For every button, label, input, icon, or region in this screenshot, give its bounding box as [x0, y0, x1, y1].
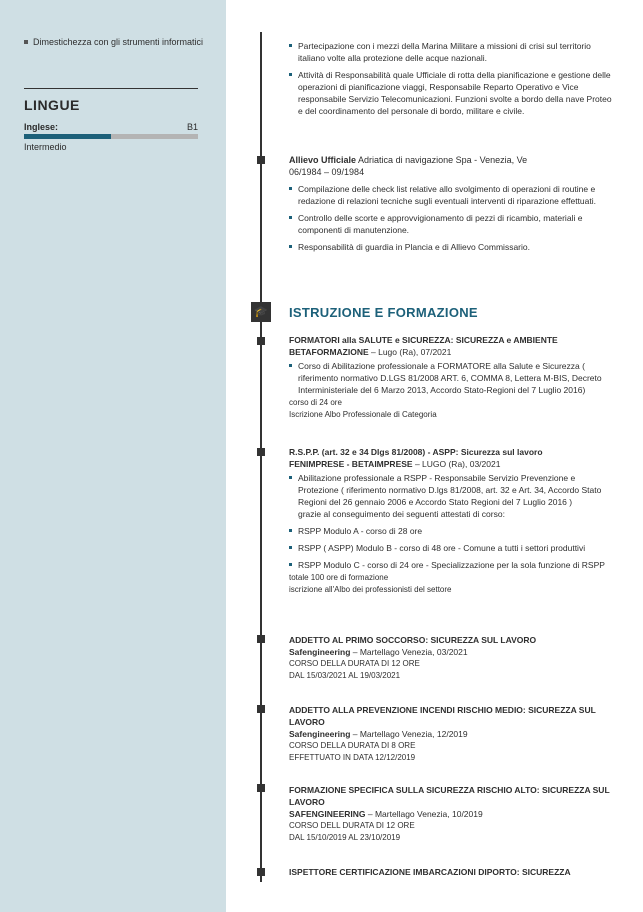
list-item: RSPP ( ASPP) Modulo B - corso di 48 ore - Comune a tutti i settori produttivi [289, 542, 615, 554]
course-note: iscrizione all'Albo dei professionisti del settore [289, 585, 452, 594]
job-title: Allievo Ufficiale Adriatica di navigazione Spa - Venezia, Ve [289, 155, 528, 165]
language-name: Inglese: [24, 122, 59, 132]
education-entry [289, 866, 615, 878]
course-title: ADDETTO ALLA PREVENZIONE INCENDI RISCHIO MEDIO: SICUREZZA SUL LAVORO [289, 705, 596, 727]
course-org: Safengineering – Martellago Venezia, 12/2019 [289, 729, 468, 739]
timeline-marker [257, 784, 265, 792]
education-entry [289, 784, 615, 844]
experience-entry-1 [289, 40, 615, 122]
list-item: RSPP Modulo C - corso di 24 ore - Specializzazione per la sola funzione di RSPP [289, 559, 615, 571]
skills-item-label: Dimestichezza con gli strumenti informatici [33, 37, 204, 47]
timeline-marker [257, 635, 265, 643]
job-dates: 06/1984 – 09/1984 [289, 167, 365, 177]
course-note: CORSO DELLA DURATA DI 8 ORE [289, 741, 416, 750]
language-row [24, 122, 198, 132]
course-title: FORMAZIONE SPECIFICA SULLA SICUREZZA RISCHIO ALTO: SICUREZZA SUL LAVORO [289, 785, 610, 807]
timeline-marker [257, 337, 265, 345]
timeline-marker [257, 448, 265, 456]
timeline-marker [257, 705, 265, 713]
course-org: Safengineering – Martellago Venezia, 03/2021 [289, 647, 468, 657]
experience-entry-2 [289, 154, 615, 258]
language-level-label: Intermedio [24, 142, 67, 152]
education-entry [289, 446, 615, 596]
graduation-cap-icon: 🎓 [251, 302, 271, 322]
skills-item [24, 36, 213, 49]
list-item: Corso di Abilitazione professionale a FORMATORE alla Salute e Sicurezza ( riferimento normativo D.LGS 81/2008 ART. 6, COMMA 8, Lettera M-BIS, Decreto Interministeriale del 6 Marzo 2013, Accordo Stato-Regioni del 7 Luglio 2016) [289, 360, 615, 396]
course-note: EFFETTUATO IN DATA 12/12/2019 [289, 753, 416, 762]
list-item: Controllo delle scorte e approvvigionamento di pezzi di ricambio, materiali e componenti di manutenzione. [289, 212, 615, 236]
course-note: Iscrizione Albo Professionale di Categoria [289, 410, 437, 419]
course-note: DAL 15/03/2021 AL 19/03/2021 [289, 671, 401, 680]
timeline-marker [257, 868, 265, 876]
education-heading: ISTRUZIONE E FORMAZIONE [289, 305, 478, 320]
list-item: Compilazione delle check list relative allo svolgimento di operazioni di routine e redazione di relazioni tecniche sugli eventuali interventi di riparazione effettuati. [289, 183, 615, 207]
timeline-marker [257, 156, 265, 164]
course-org: FENIMPRESE - BETAIMPRESE – LUGO (Ra), 03/2021 [289, 459, 501, 469]
list-item: RSPP Modulo A - corso di 28 ore [289, 525, 615, 537]
course-note: CORSO DELLA DURATA DI 12 ORE [289, 659, 420, 668]
list-item: Partecipazione con i mezzi della Marina Militare a missioni di crisi sul territorio italiano volte alla protezione delle acque nazionali. [289, 40, 615, 64]
bullet-icon [24, 40, 28, 44]
course-note: CORSO DELL DURATA DI 12 ORE [289, 821, 415, 830]
course-title: FORMATORI alla SALUTE e SICUREZZA: SICUREZZA e AMBIENTE [289, 335, 558, 345]
education-entry [289, 704, 615, 764]
education-entry [289, 634, 615, 682]
course-title: ADDETTO AL PRIMO SOCCORSO: SICUREZZA SUL LAVORO [289, 635, 537, 645]
language-level-code: B1 [186, 122, 198, 132]
divider [24, 88, 198, 89]
course-note: DAL 15/10/2019 AL 23/10/2019 [289, 833, 401, 842]
course-title: R.S.P.P. (art. 32 e 34 Dlgs 81/2008) - ASPP: Sicurezza sul lavoro [289, 447, 543, 457]
course-note: corso di 24 ore [289, 398, 342, 407]
education-entry [289, 334, 615, 421]
course-org: SAFENGINEERING – Martellago Venezia, 10/2019 [289, 809, 483, 819]
list-item: Responsabilità di guardia in Plancia e di Allievo Commissario. [289, 241, 615, 253]
sidebar [0, 0, 226, 912]
course-org: BETAFORMAZIONE – Lugo (Ra), 07/2021 [289, 347, 452, 357]
course-note: totale 100 ore di formazione [289, 573, 389, 582]
list-item: Attività di Responsabilità quale Ufficiale di rotta della pianificazione e gestione delle operazioni di pianificazione viaggi, Responsabile Reparto Operativo e Vice responsabile Servizio Telecomunicazioni. Funzioni svolte a bordo della nave Proteo e del coordinamento del personale di bordo, militare e civile. [289, 69, 615, 117]
list-item: Abilitazione professionale a RSPP - Responsabile Servizio Prevenzione e Protezione ( riferimento normativo D.lgs 81/2008, art. 32 e Art. 34, Accordo Stato Regioni del 26 gennaio 2006 e Accordo Stato Regioni del 7 Luglio 2016 ) grazie al conseguimento dei seguenti attestati di corso: [289, 472, 615, 520]
language-level-bar [24, 134, 198, 139]
course-title: ISPETTORE CERTIFICAZIONE IMBARCAZIONI DIPORTO: SICUREZZA [289, 867, 571, 877]
languages-heading: LINGUE [24, 97, 80, 113]
language-level-fill [24, 134, 111, 139]
